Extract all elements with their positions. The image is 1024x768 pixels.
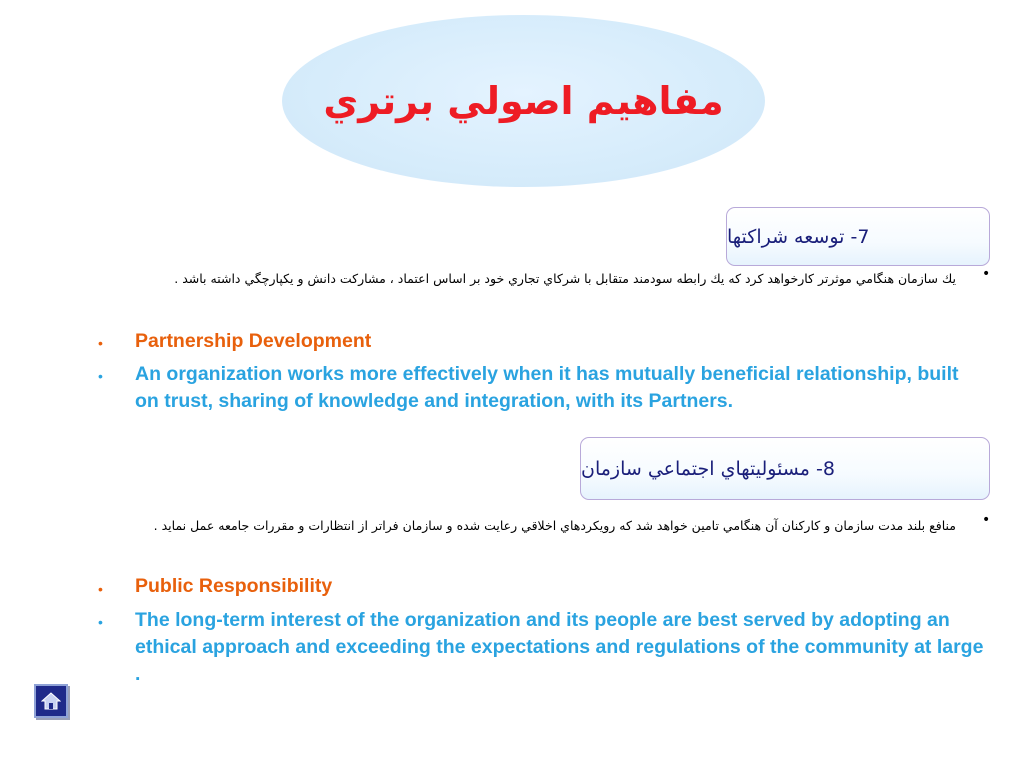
bullet-dot: • xyxy=(98,581,103,597)
section-7-english-text: An organization works more effectively when it has mutually beneficial relationship, built on trust, sharing of knowledge and integration, with its Partners. xyxy=(135,363,959,412)
section-8-english-text: The long-term interest of the organization and its people are best served by adopting an ethical approach and exceeding the expectations and regulations of the community at large . xyxy=(135,609,984,685)
home-button[interactable] xyxy=(34,684,68,718)
page-title: مفاهيم اصولي برتري xyxy=(323,79,724,123)
section-8-title: 8- مسئوليتهاي اجتماعي سازمان xyxy=(581,457,835,480)
section-7-english-heading: Partnership Development xyxy=(135,330,372,352)
section-7-title-box xyxy=(726,207,990,266)
bullet-dot: • xyxy=(98,368,103,384)
bullet-dot: • xyxy=(982,512,991,528)
section-8-english-heading: Public Responsibility xyxy=(135,575,333,597)
bullet-dot: • xyxy=(982,266,991,282)
section-7-persian-text: يك سازمان هنگامي موثرتر كارخواهد كرد كه يك رابطه سودمند متقابل با شركاي تجاري خود بر اساس اعتماد ، مشاركت دانش و يكپارچگي داشته باشد . xyxy=(174,271,956,286)
bullet-dot: • xyxy=(98,335,103,351)
bullet-dot: • xyxy=(98,614,103,630)
section-7-title: 7- توسعه شراكتها xyxy=(727,225,870,248)
home-icon xyxy=(41,691,61,711)
section-8-title-box xyxy=(580,437,990,500)
section-8-persian-text: منافع بلند مدت سازمان و كاركنان آن هنگامي تامين خواهد شد كه رويكردهاي اخلاقي رعايت شده و سازمان فراتر از انتظارات و مقررات جامعه عمل نمايد . xyxy=(153,518,956,533)
